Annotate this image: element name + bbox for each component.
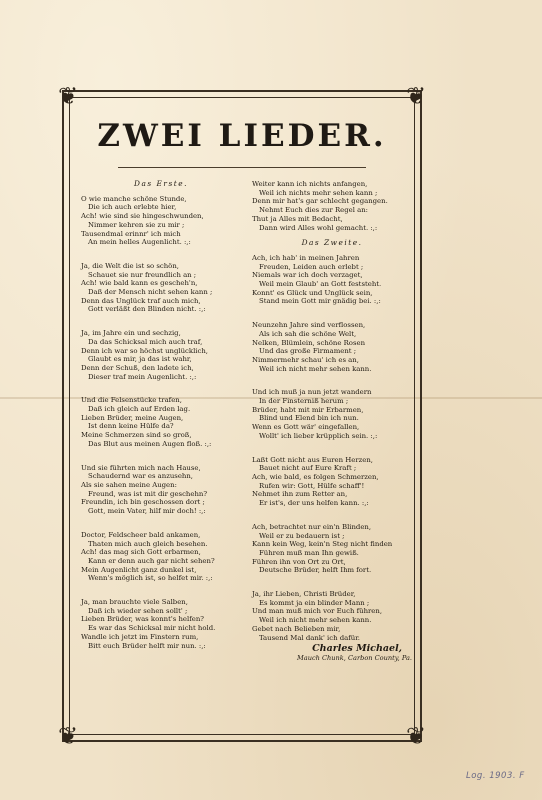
verse-line: Es kommt ja ein blinder Mann ; (259, 598, 370, 607)
verse-line: Weil er zu bedauern ist ; (259, 531, 345, 540)
verse-line: In der Finsterniß herum ; (259, 397, 349, 406)
verse-line: Daß der Mensch nicht sehen kann ; (88, 288, 213, 297)
verse-line: Gott, mein Vater, hilf mir doch! :,: (88, 507, 206, 516)
verse-line: Ach! das mag sich Gott erbarmen, (81, 548, 201, 557)
verse-line: Schauet sie nur freundlich an ; (88, 270, 197, 279)
verse-line: Führen ihn von Ort zu Ort, (252, 557, 346, 566)
stanza (252, 388, 412, 440)
verse-line: Ja, die Welt die ist so schön, (81, 261, 179, 270)
verse-line: Daß ich wieder sehen sollt' ; (88, 606, 188, 615)
scroll-corner-icon: ❦ (57, 82, 79, 110)
scroll-corner-icon: ❦ (405, 722, 427, 750)
verse-line: Und sie führten mich nach Hause, (81, 463, 201, 472)
verse-line: Freuden, Leiden auch erlebt ; (259, 262, 364, 271)
song2-stanzas (252, 254, 412, 642)
title-rule (118, 167, 366, 168)
verse-line: Ist denn keine Hülfe da? (88, 422, 174, 431)
verse-line: Schaudernd war es anzusehn, (88, 472, 193, 481)
verse-line: Denn der Schuß, den ladete ich, (81, 363, 194, 372)
verse-line: Ach, ich hab' in meinen Jahren (252, 253, 360, 262)
verse-line: Tausend Mal dank' ich dafür. (259, 633, 360, 642)
verse-line: Dieser traf mein Augenlicht. :,: (88, 372, 197, 381)
verse-line: Er ist's, der uns helfen kann. :,: (259, 499, 369, 508)
song2-heading: Das Zweite. (301, 238, 363, 248)
verse-line: Ach, betrachtet nur ein'n Blinden, (252, 522, 372, 531)
verse-line: Und ich muß ja nun jetzt wandern (252, 388, 372, 397)
stanza (252, 254, 412, 306)
verse-line: Doctor, Feldscheer bald ankamen, (81, 530, 201, 539)
verse-line: Tausendmal erinnr' ich mich (81, 229, 181, 238)
left-column (81, 180, 241, 653)
verse-line: Und die Felsenstücke trafen, (81, 396, 182, 405)
stanza (81, 531, 241, 583)
catalog-pencil-mark: Log. 1903. F (466, 771, 525, 781)
verse-line: Blind und Elend bin ich nun. (259, 414, 359, 423)
verse-line: Rufen wir: Gott, Hülfe schaff'! (259, 481, 365, 490)
verse-line: Daß ich gleich auf Erden lag. (88, 405, 191, 414)
song1-stanzas (81, 195, 241, 651)
verse-line: Wenn es Gott wär' eingefallen, (252, 423, 360, 432)
verse-line: Neunzehn Jahre sind verflossen, (252, 321, 366, 330)
stanza (252, 180, 412, 232)
verse-line: Weil mein Glaub' an Gott feststeht. (259, 280, 382, 289)
verse-line: Ach, wie bald, es folgen Schmerzen, (252, 472, 379, 481)
verse-line: Weil ich nichts mehr sehen kann ; (259, 188, 378, 197)
verse-line: Nimmermehr schau' ich es an, (252, 355, 359, 364)
stanza (81, 598, 241, 650)
verse-line: Ja, im Jahre ein und sechzig, (81, 329, 181, 338)
stanza (81, 195, 241, 247)
verse-line: Nehmet ihn zum Retter an, (252, 490, 348, 499)
verse-line: Ja, ihr Lieben, Christi Brüder, (252, 590, 356, 599)
verse-line: Denn ich war so höchst unglücklich, (81, 346, 208, 355)
verse-line: Bitt euch Brüder helft mir nun. :,: (88, 641, 206, 650)
verse-line: Denn das Unglück traf auch mich, (81, 296, 201, 305)
verse-line: Führen muß man Ihn gewiß. (259, 548, 359, 557)
verse-line: Ach! wie sind sie hingeschwunden, (81, 212, 204, 221)
verse-line: Wandle ich jetzt im Finstern rum, (81, 632, 199, 641)
verse-line: Ach! wie bald kann es gescheh'n, (81, 279, 198, 288)
stanza (81, 464, 241, 516)
verse-line: Als ich sah die schöne Welt, (259, 329, 357, 338)
verse-line: Nimmer kehren sie zu mir ; (88, 220, 185, 229)
verse-line: Meine Schmerzen sind so groß, (81, 431, 192, 440)
signature-place: Mauch Chunk, Carbon County, Pa. (297, 653, 412, 662)
verse-line: Dann wird Alles wohl gemacht. :,: (259, 223, 378, 232)
verse-line: Und man muß mich vor Euch führen, (252, 607, 383, 616)
verse-line: Niemals war ich doch verzaget, (252, 271, 363, 280)
scroll-corner-icon: ❦ (405, 82, 427, 110)
verse-line: Freundin, ich bin geschossen dort ; (81, 498, 205, 507)
signature-name: Charles Michael, (312, 643, 402, 655)
verse-line: Weiter kann ich nichts anfangen, (252, 180, 368, 188)
verse-line: Bauet nicht auf Eure Kraft ; (259, 464, 357, 473)
verse-line: Lieben Brüder, meine Augen, (81, 413, 184, 422)
verse-line: Brüder, habt mit mir Erbarmen, (252, 405, 364, 414)
stanza (252, 321, 412, 373)
verse-line: Thaten mich auch gleich besehen. (88, 539, 208, 548)
verse-line: Lieben Brüder, was konnt's helfen? (81, 615, 204, 624)
verse-line: Denn mir hat's gar schlecht gegangen. (252, 197, 388, 206)
song1-continuation (252, 180, 412, 232)
verse-line: O wie manche schöne Stunde, (81, 194, 187, 203)
verse-line: Da das Schicksal mich auch traf, (88, 337, 203, 346)
verse-line: Nehmt Euch dies zur Regel an: (259, 206, 368, 215)
stanza (252, 590, 412, 642)
verse-line: Die ich auch erlebte hier, (88, 203, 177, 212)
verse-line: Wollt' ich lieber krüpplich sein. :,: (259, 431, 378, 440)
scroll-corner-icon: ❦ (57, 722, 79, 750)
verse-line: Kann kein Weg, kein'n Steg nicht finden (252, 540, 393, 549)
broadside-title: ZWEI LIEDER. (97, 118, 387, 154)
verse-line: Laßt Gott nicht aus Euren Herzen, (252, 455, 373, 464)
verse-line: Das Blut aus meinen Augen floß. :,: (88, 439, 212, 448)
verse-line: Kann er denn auch gar nicht sehen? (88, 556, 215, 565)
right-column (252, 180, 412, 663)
stanza (81, 262, 241, 314)
verse-line: Und das große Firmament ; (259, 347, 357, 356)
verse-line: Nelken, Blümlein, schöne Rosen (252, 338, 366, 347)
stanza (252, 523, 412, 575)
verse-line: Konnt' es Glück und Unglück sein, (252, 288, 373, 297)
verse-line: Mein Augenlicht ganz dunkel ist, (81, 565, 197, 574)
verse-line: Weil ich nicht mehr sehen kann. (259, 616, 372, 625)
verse-line: Stand mein Gott mir gnädig bei. :,: (259, 297, 381, 306)
verse-line: Gebet nach Belieben mir, (252, 624, 341, 633)
verse-line: Als sie sahen meine Augen: (81, 480, 177, 489)
verse-line: Freund, was ist mit dir geschehn? (88, 489, 208, 498)
verse-line: Es war das Schicksal mir nicht hold. (88, 624, 216, 633)
stanza (252, 456, 412, 508)
verse-line: Gott verläßt den Blinden nicht. :,: (88, 305, 206, 314)
verse-line: Wenn's möglich ist, so helfet mir. :,: (88, 574, 213, 583)
verse-line: Glaubt es mir, ja das ist wahr, (88, 355, 192, 364)
song1-heading: Das Erste. (134, 179, 188, 188)
verse-line: Weil ich nicht mehr sehen kann. (259, 364, 372, 373)
stanza (81, 396, 241, 448)
verse-line: An mein helles Augenlicht. :,: (88, 238, 191, 247)
stanza (81, 329, 241, 381)
verse-line: Thut ja Alles mit Bedacht, (252, 214, 343, 223)
verse-line: Ja, man brauchte viele Salben, (81, 598, 188, 607)
verse-line: Deutsche Brüder, helft Ihm fort. (259, 566, 372, 575)
